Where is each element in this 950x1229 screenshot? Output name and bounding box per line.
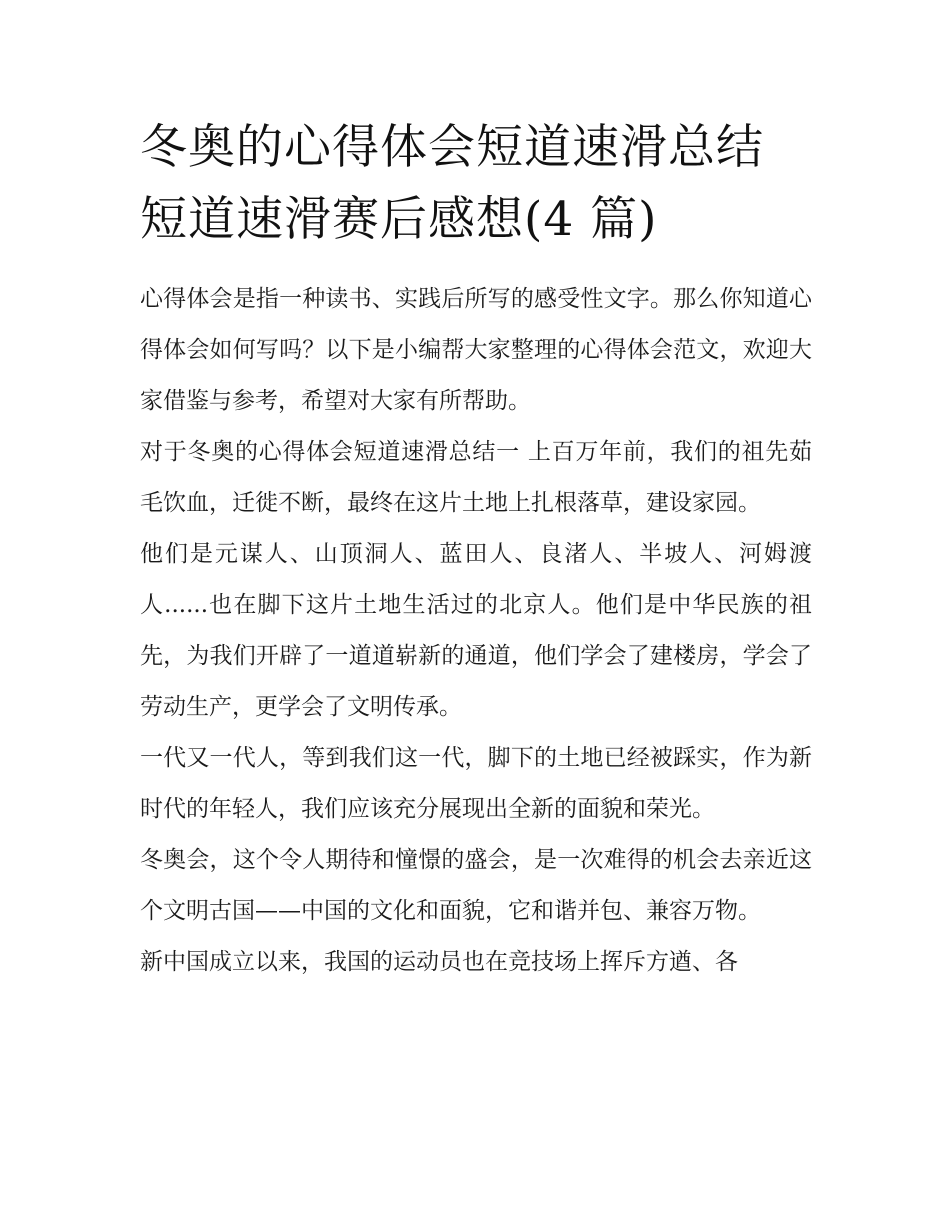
paragraph-athletes: 新中国成立以来，我国的运动员也在竞技场上挥斥方遒、各 [140, 949, 738, 975]
document-page [140, 112, 812, 988]
title-line-2: 短道速滑赛后感想(4 篇) [140, 192, 658, 247]
title-line-1: 冬奥的心得体会短道速滑总结 [140, 120, 764, 175]
paragraph-winter-olympics: 冬奥会，这个令人期待和憧憬的盛会，是一次难得的机会去亲近这个文明古国——中国的文化和面貌，它和谐并包、兼容万物。 [140, 847, 812, 924]
document-body [140, 274, 812, 988]
paragraph-early-peoples: 他们是元谋人、山顶洞人、蓝田人、良渚人、半坡人、河姆渡人......也在脚下这片土地生活过的北京人。他们是中华民族的祖先，为我们开辟了一道道崭新的通道，他们学会了建楼房，学会了劳动生产，更学会了文明传承。 [140, 541, 812, 720]
paragraph-intro: 心得体会是指一种读书、实践后所写的感受性文字。那么你知道心得体会如何写吗？以下是小编帮大家整理的心得体会范文，欢迎大家借鉴与参考，希望对大家有所帮助。 [140, 286, 812, 414]
paragraph-ancestors: 对于冬奥的心得体会短道速滑总结一 上百万年前，我们的祖先茹毛饮血，迁徙不断，最终在这片土地上扎根落草，建设家园。 [140, 439, 812, 516]
paragraph-new-generation: 一代又一代人，等到我们这一代，脚下的土地已经被踩实，作为新时代的年轻人，我们应该充分展现出全新的面貌和荣光。 [140, 745, 812, 822]
document-title [140, 112, 812, 256]
